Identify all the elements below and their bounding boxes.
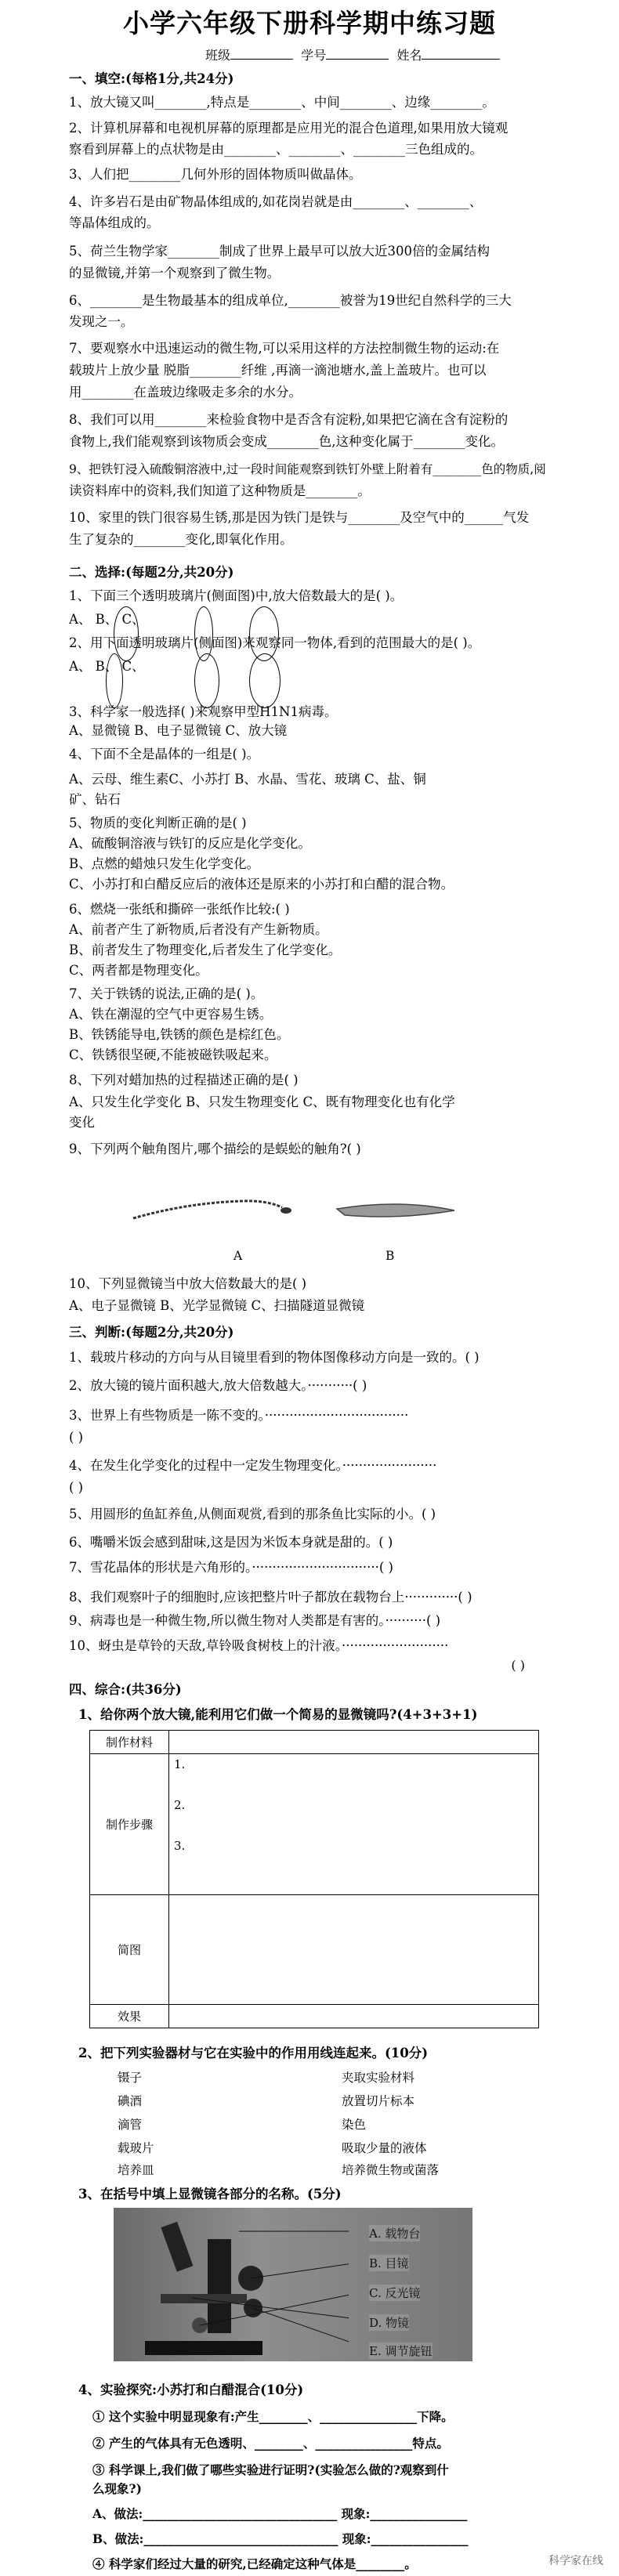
effect-cell[interactable] bbox=[169, 2005, 539, 2028]
fill-line: 察看到屏幕上的点状物是由________、________、________三色组成的。 bbox=[69, 142, 483, 157]
fill-line: 6、________是生物最基本的组成单位,________被誉为19世纪自然科学的三大 bbox=[69, 293, 512, 308]
judge-line: 4、在发生化学变化的过程中一定发生物理变化。······················· bbox=[69, 1458, 437, 1473]
page-title: 小学六年级下册科学期中练习题 bbox=[123, 8, 496, 38]
section4-heading: 四、综合:(共36分) bbox=[69, 1682, 182, 1697]
judge-line: 3、世界上有些物质是一陈不变的。··································· bbox=[69, 1408, 409, 1423]
antenna-figures bbox=[125, 1171, 478, 1257]
equipment-item[interactable]: 镊子 bbox=[118, 2071, 143, 2085]
antenna-a-tip bbox=[281, 1207, 291, 1214]
microscope-making-table bbox=[89, 1730, 539, 2028]
watermark: 科学家在线 bbox=[548, 2555, 603, 2567]
q4-item: 么现象?) bbox=[92, 2481, 142, 2496]
equipment-item[interactable]: 培养皿 bbox=[118, 2163, 154, 2177]
judge-line: 1、载玻片移动的方向与从目镜里看到的物体图像移动方向是一致的。( ) bbox=[69, 1350, 480, 1365]
choice-line: A、 B、 C、 bbox=[69, 659, 145, 674]
choice-line: A、前者产生了新物质,后者没有产生新物质。 bbox=[69, 922, 328, 937]
sketch-label: 简图 bbox=[90, 1895, 169, 2005]
microscope-image bbox=[114, 2208, 472, 2361]
judge-line: 6、嘴嚼米饭会感到甜味,这是因为米饭本身就是甜的。( ) bbox=[69, 1535, 393, 1550]
judge-line: 10、蚜虫是草铃的天敌,草铃吸食树枝上的汁液。·························· bbox=[69, 1638, 449, 1653]
choice-line: 3、科学家一般选择( )来观察甲型H1N1病毒。 bbox=[69, 704, 338, 719]
sketch-cell[interactable] bbox=[169, 1895, 539, 2005]
fill-line: 9、把铁钉浸入硫酸铜溶液中,过一段时间能观察到铁钉外壁上附着有________色的物质,阅 bbox=[69, 462, 546, 476]
fill-line: 4、许多岩石是由矿物晶体组成的,如花岗岩就是由________、________、 bbox=[69, 194, 483, 209]
choice-line: 10、下列显微镜当中放大倍数最大的是( ) bbox=[69, 1276, 307, 1291]
antenna-a-label: A bbox=[233, 1249, 243, 1263]
choice-line: A、电子显微镜 B、光学显微镜 C、扫描隧道显微镜 bbox=[69, 1298, 365, 1313]
equipment-item[interactable]: 载玻片 bbox=[118, 2141, 154, 2155]
judge-line: 8、我们观察叶子的细胞时,应该把整片叶子都放在载物台上·············( ) bbox=[69, 1590, 472, 1605]
fill-line: 食物上,我们能观察到该物质会变成________色,这种变化属于________变化。 bbox=[69, 434, 504, 449]
steps-label: 制作步骤 bbox=[90, 1754, 169, 1895]
lens-shape-b2 bbox=[194, 653, 219, 708]
part-label: E. 调节旋钮 bbox=[369, 2344, 433, 2358]
class-label: 班级 bbox=[205, 48, 231, 63]
choice-line: 1、下面三个透明玻璃片(侧面图)中,放大倍数最大的是( )。 bbox=[69, 588, 404, 603]
q4-text: 4、实验探究:小苏打和白醋混合(10分) bbox=[78, 2382, 304, 2397]
choice-line: A、 B、 C、 bbox=[69, 612, 145, 627]
choice-line: C、小苏打和白醋反应后的液体还是原来的小苏打和白醋的混合物。 bbox=[69, 877, 454, 892]
judge-line: 9、病毒也是一种微生物,所以微生物对人类都是有害的。··········( ) bbox=[69, 1613, 441, 1628]
fill-line: 等晶体组成的。 bbox=[69, 215, 160, 230]
student-info-line bbox=[205, 45, 500, 63]
q4-item: ④ 科学家们经过大量的研究,已经确定这种气体是________。 bbox=[92, 2556, 417, 2571]
lens-shape-a2 bbox=[106, 653, 123, 708]
function-item[interactable]: 培养微生物或菌落 bbox=[342, 2163, 440, 2177]
q4-item: B、做法:________________________________ 现象:________________ bbox=[92, 2531, 469, 2546]
function-item[interactable]: 放置切片标本 bbox=[342, 2094, 415, 2108]
antenna-b-label: B bbox=[386, 1249, 395, 1263]
fill-line: 读资料库中的资料,我们知道了这种物质是________。 bbox=[69, 483, 371, 498]
fill-line: 用________在盖玻边缘吸走多余的水分。 bbox=[69, 385, 302, 400]
q2-text: 2、把下列实验器材与它在实验中的作用用线连起来。(10分) bbox=[78, 2046, 429, 2060]
part-label: C. 反光镜 bbox=[369, 2286, 421, 2300]
q4-item: ③ 科学课上,我们做了哪些实验进行证明?(实验怎么做的?观察到什 bbox=[92, 2462, 449, 2477]
judge-line: 2、放大镜的镜片面积越大,放大倍数越大。···········( ) bbox=[69, 1378, 367, 1393]
section1-heading: 一、填空:(每格1分,共24分) bbox=[69, 71, 234, 86]
choice-line: 变化 bbox=[69, 1115, 95, 1130]
choice-line: 5、物质的变化判断正确的是( ) bbox=[69, 816, 247, 830]
fill-line: 5、荷兰生物学家________制成了世界上最早可以放大近300倍的金属结构 bbox=[69, 244, 490, 259]
step-number: 3. bbox=[174, 1839, 186, 1853]
steps-cell[interactable] bbox=[169, 1754, 539, 1895]
fill-line: 载玻片上放少量 脱脂________纤维 ,再滴一滴池塘水,盖上盖玻片。也可以 bbox=[69, 363, 487, 378]
judge-answer-bracket: ( ) bbox=[511, 1658, 525, 1673]
choice-line: 4、下面不全是晶体的一组是( )。 bbox=[69, 747, 260, 762]
judge-line: 7、雪花晶体的形状是六角形的。·······························( ) bbox=[69, 1560, 393, 1575]
lens-shape-b1 bbox=[194, 606, 213, 661]
lens-shape-a1 bbox=[114, 606, 139, 661]
q4-item: ① 这个实验中明显现象有:产生________、________________下降。 bbox=[92, 2409, 454, 2424]
fill-line: 发现之一。 bbox=[69, 314, 134, 329]
part-label: A. 载物台 bbox=[369, 2227, 421, 2241]
step-number: 2. bbox=[174, 1798, 186, 1812]
equipment-item[interactable]: 碘酒 bbox=[118, 2094, 143, 2108]
q4-item: A、做法:________________________________ 现象:________________ bbox=[92, 2506, 468, 2521]
section3-heading: 三、判断:(每题2分,共20分) bbox=[69, 1325, 234, 1340]
choice-line: A、硫酸铜溶液与铁钉的反应是化学变化。 bbox=[69, 836, 311, 851]
fill-line: 7、要观察水中迅速运动的微生物,可以采用这样的方法控制微生物的运动:在 bbox=[69, 341, 500, 356]
choice-line: 2、用下面透明玻璃片(侧面图)来观察同一物体,看到的范围最大的是( )。 bbox=[69, 635, 481, 650]
function-item[interactable]: 染色 bbox=[342, 2118, 367, 2132]
fill-line: 1、放大镜又叫________,特点是________、中间________、边缘________。 bbox=[69, 95, 495, 110]
choice-line: C、铁锈很坚硬,不能被磁铁吸起来。 bbox=[69, 1047, 277, 1062]
function-item[interactable]: 夹取实验材料 bbox=[342, 2071, 415, 2085]
judge-line: 5、用圆形的鱼缸养鱼,从侧面观赏,看到的那条鱼比实际的小。( ) bbox=[69, 1507, 436, 1521]
judge-line: ( ) bbox=[69, 1430, 84, 1445]
choice-line: B、铁锈能导电,铁锈的颜色是棕红色。 bbox=[69, 1027, 290, 1042]
fill-line: 8、我们可以用________来检验食物中是否含有淀粉,如果把它滴在含有淀粉的 bbox=[69, 412, 509, 427]
section2-heading: 二、选择:(每题2分,共20分) bbox=[69, 565, 234, 580]
q3-text: 3、在括号中填上显微镜各部分的名称。(5分) bbox=[78, 2187, 342, 2202]
fill-line: 10、家里的铁门很容易生锈,那是因为铁门是铁与________及空气中的______气发 bbox=[69, 510, 530, 525]
choice-line: C、两者都是物理变化。 bbox=[69, 963, 208, 978]
microscope-drawing bbox=[114, 2208, 349, 2361]
fill-line: 2、计算机屏幕和电视机屏幕的原理都是应用光的混合色道理,如果用放大镜观 bbox=[69, 121, 509, 136]
choice-line: 矿、钻石 bbox=[69, 792, 121, 807]
choice-line: B、点燃的蜡烛只发生化学变化。 bbox=[69, 856, 260, 871]
antenna-b-image bbox=[337, 1204, 454, 1217]
number-label: 学号 bbox=[301, 48, 327, 63]
choice-line: 7、关于铁锈的说法,正确的是( )。 bbox=[69, 986, 264, 1001]
choice-line: B、前者发生了物理变化,后者发生了化学变化。 bbox=[69, 942, 342, 957]
choice-line: A、显微镜 B、电子显微镜 C、放大镜 bbox=[69, 723, 288, 738]
function-item[interactable]: 吸取少量的液体 bbox=[342, 2141, 427, 2155]
part-label: B. 目镜 bbox=[369, 2256, 409, 2270]
material-label: 制作材料 bbox=[90, 1731, 169, 1754]
fill-line: 生了复杂的________变化,即氧化作用。 bbox=[69, 532, 293, 547]
name-label: 姓名 bbox=[396, 48, 422, 63]
choice-line: A、铁在潮湿的空气中更容易生锈。 bbox=[69, 1007, 273, 1022]
choice-line: 6、燃烧一张纸和撕碎一张纸作比较:( ) bbox=[69, 902, 290, 917]
judge-line: ( ) bbox=[69, 1480, 84, 1495]
effect-label: 效果 bbox=[90, 2005, 169, 2028]
choice-line: 8、下列对蜡加热的过程描述正确的是( ) bbox=[69, 1073, 299, 1087]
material-cell[interactable] bbox=[169, 1731, 539, 1754]
q1-text: 1、给你两个放大镜,能利用它们做一个简易的显微镜吗?(4+3+3+1) bbox=[78, 1707, 478, 1722]
part-label: D. 物镜 bbox=[369, 2316, 410, 2330]
fill-line: 的显微镜,并第一个观察到了微生物。 bbox=[69, 266, 281, 280]
step-number: 1. bbox=[174, 1757, 186, 1771]
lens-shape-c2 bbox=[249, 653, 281, 708]
q4-item: ② 产生的气体具有无色透明、________、________________特点。 bbox=[92, 2436, 449, 2451]
equipment-item[interactable]: 滴管 bbox=[118, 2118, 143, 2132]
antenna-a-image bbox=[133, 1201, 282, 1218]
choice-line: A、只发生化学变化 B、只发生物理变化 C、既有物理变化也有化学 bbox=[69, 1094, 455, 1109]
fill-line: 3、人们把________几何外形的固体物质叫做晶体。 bbox=[69, 167, 362, 182]
choice-line: 9、下列两个触角图片,哪个描绘的是蜈蚣的触角?( ) bbox=[69, 1141, 361, 1156]
choice-line: A、云母、维生素C、小苏打 B、水晶、雪花、玻璃 C、盐、铜 bbox=[69, 772, 426, 787]
